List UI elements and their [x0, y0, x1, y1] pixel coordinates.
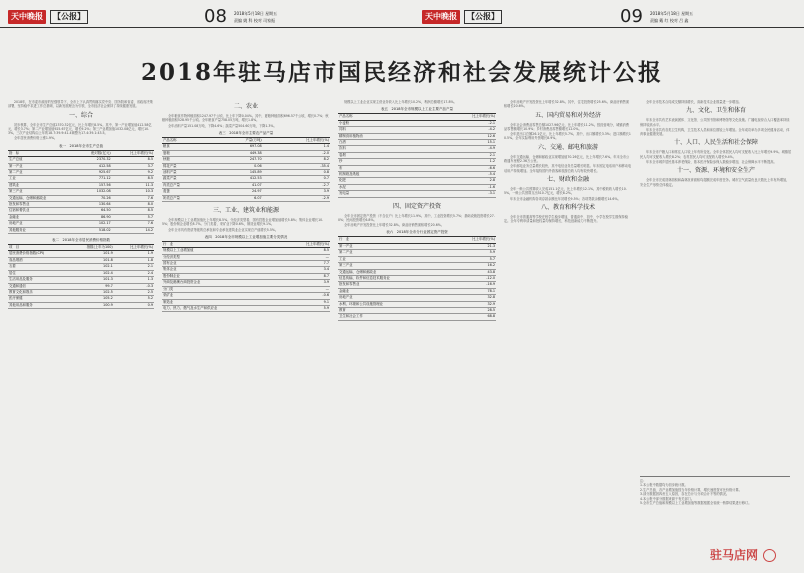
table-cell: 43.8 — [446, 269, 497, 275]
table-cell: 412.58 — [75, 163, 112, 169]
table-row — [8, 227, 154, 233]
section-heading: 七、财政和金融 — [546, 175, 589, 183]
table-cell: 86.90 — [75, 214, 112, 220]
table-cell: 发电量 — [338, 191, 418, 197]
body-paragraph: 年末全市共有各类卫生机构，卫生技术人员和床位数较上年增加。全年成功举办多项全民健身活动，体育事业健康发展。 — [640, 127, 790, 137]
table-header: 比上年增长(%) — [112, 150, 154, 156]
table-cell: -6.6 — [418, 165, 496, 171]
table-cell: 第一产业 — [338, 243, 446, 249]
table-cell: 集体企业 — [162, 267, 279, 273]
table-cell: 工业 — [8, 176, 75, 182]
table-cell: 28.5 — [446, 307, 497, 313]
table-cell: 157.56 — [75, 182, 112, 188]
table-cell: 32.8 — [446, 295, 497, 301]
table-cell: -2.9 — [263, 195, 330, 201]
table-cell: 采矿业 — [162, 293, 279, 299]
table-cell: 秋粮 — [162, 157, 213, 163]
body-paragraph: 全年规模以上工业增加值比上年增长8.5%。分经济类型看，国有控股企业增加值增长5.8%；集体企业增长10.5%；股份制企业增长8.7%。分门类看，采矿业下降0.6%，制造业增长9.1%。 — [162, 217, 324, 227]
table-row — [8, 302, 154, 308]
table-cell: 130.64 — [75, 202, 112, 208]
table-cell: 21.3 — [446, 243, 497, 249]
table-cell: 2.1 — [114, 264, 154, 270]
table-cell: 2.1 — [418, 152, 496, 158]
table-cell: 7.6 — [112, 195, 154, 201]
table-caption: 表四 2018年全市规模以上工业增加值主要分类情况 — [204, 234, 288, 239]
table-cell: 教育文化和娱乐 — [8, 289, 68, 295]
table-header: 项 目 — [8, 245, 68, 251]
body-paragraph: 年末全市户籍人口和常住人口较上年有所变化。全年全体居民人均可支配收入比上年增长9.9%。城镇居民人均可支配收入增长8.2%；农村居民人均可支配收入增长9.4%。 — [640, 150, 792, 159]
table-cell: — — [279, 286, 330, 292]
table-cell: 697.08 — [213, 144, 262, 150]
body-paragraph: 年末全市城乡居民基本养老保险、基本医疗保险参保人数稳步增加，社会保障水平不断提高。 — [646, 160, 777, 165]
table-cell: 分门类 — [162, 286, 279, 292]
issue-date: 2018年5月18日 星期五 — [650, 11, 694, 16]
body-paragraph: 全年全市固定资产投资（不含农户）比上年增长11.9%。其中，工业投资增长5.7%；基础设施投资增长27.0%；民间投资增长6.8%。 — [338, 213, 495, 222]
table-cell: 70.26 — [75, 195, 112, 201]
table-cell: 0.9 — [114, 302, 154, 308]
table-header: 行 业 — [338, 237, 446, 243]
table-cell: 24.97 — [213, 189, 262, 195]
body-paragraph: 年末全市金融机构各项存款余额比年初增长9.5%；各项贷款余额增长14.6%。 — [510, 196, 621, 201]
table-cell: 生活用品及服务 — [8, 277, 68, 283]
section-heading: 八、教育和科学技术 — [540, 203, 595, 211]
body-paragraph: 全年交通运输、仓储和邮政业实现增加值70.26亿元，比上年增长7.6%。年末全市公路通车里程2.36万公里。 — [504, 154, 630, 164]
table-cell: 5.9 — [446, 250, 497, 256]
table-cell: 8.5 — [112, 176, 154, 182]
table-cell: 105.2 — [68, 296, 114, 302]
table-cell: 3.9 — [263, 189, 330, 195]
table-cell: 2.8 — [418, 178, 496, 184]
table-cell: 化肥 — [338, 178, 418, 184]
body-paragraph: 全年房地产开发投资比上年增长32.8%。其中，住宅投资增长25.6%。商品房销售面积增长20.6%。 — [504, 100, 630, 109]
intro-paragraph: 2018年，在市委市政府的坚强领导下，全市上下认真贯彻落实党中央、国务院和省委、省政府决策部署，坚持稳中求进工作总基调，以新发展理念为引领，全市经济社会保持了持续健康发展。 — [8, 100, 153, 109]
table-row — [162, 305, 330, 311]
table-cell: 水利、环境和公共设施管理业 — [338, 301, 446, 307]
table-cell: 518.02 — [75, 227, 112, 233]
table-cell: 8.5 — [279, 248, 330, 254]
newspaper-logo: 天中晚报 — [422, 10, 460, 24]
table-cell: 禽蛋 — [162, 189, 213, 195]
table-cell: 99.7 — [68, 283, 114, 289]
page-header-left — [0, 8, 402, 28]
page-number: 09 — [620, 6, 643, 27]
table-cpi — [8, 244, 154, 309]
site-watermark: 驻马店网 — [710, 548, 759, 562]
body-paragraph: 全年居民消费价格上涨1.9%。 — [14, 136, 58, 141]
table-caption: 表一 2018年全市生产总值 — [59, 143, 103, 148]
section-label: 【公报】 — [50, 10, 88, 24]
table-cell: 1.8 — [114, 257, 154, 263]
table-caption: 表三 2018年全市主要农产品产量 — [218, 130, 274, 135]
table-cell: 8.5 — [112, 157, 154, 163]
table-cell: 9.1 — [279, 299, 330, 305]
table-cell: 第三产业 — [8, 189, 75, 195]
table-products — [338, 113, 496, 197]
table-industry — [162, 241, 330, 312]
table-header: 产品名称 — [162, 137, 213, 143]
table-header: 比上年增长(%) — [418, 114, 496, 120]
table-cell: -12.0 — [446, 275, 497, 281]
table-cell: 68.8 — [446, 314, 497, 320]
table-header: 行 业 — [162, 241, 279, 247]
table-row — [338, 191, 496, 197]
table-cell: -2.0 — [263, 150, 330, 156]
section-heading: 十、人口、人民生活和社会保障 — [673, 139, 758, 147]
table-cell: 16.2 — [446, 263, 497, 269]
table-header: 比上年增长(%) — [114, 245, 154, 251]
table-cell: 第三产业 — [338, 263, 446, 269]
table-cell: 房地产业 — [338, 295, 446, 301]
table-cell: 卷烟 — [338, 152, 418, 158]
note-item: 4.本公报中部分数据来源于有关部门。 — [640, 496, 695, 501]
page-header-right — [402, 8, 804, 28]
table-row — [162, 195, 330, 201]
table-cell: 批发和零售业 — [8, 202, 75, 208]
section-heading: 十一、资源、环境和安全生产 — [676, 167, 755, 175]
table-cell: 1.9 — [114, 251, 154, 257]
table-cell: 32.9 — [446, 301, 497, 307]
table-cell: 1.3 — [114, 277, 154, 283]
column-5 — [640, 100, 792, 470]
section-heading: 五、国内贸易和对外经济 — [534, 111, 601, 119]
table-cell: -1.6 — [418, 184, 496, 190]
body-paragraph: 全年全市技术合同成交额持续增长，高新技术企业数量进一步增加。 — [646, 100, 742, 104]
table-cell: -0.6 — [279, 293, 330, 299]
table-cell: 纱 — [338, 159, 418, 165]
table-cell: 5.7 — [112, 214, 154, 220]
table-cell: -3.1 — [418, 191, 496, 197]
table-cell: 食品烟酒 — [8, 257, 68, 263]
table-cell: 夏粮 — [162, 150, 213, 156]
table-cell: -5.4 — [418, 171, 496, 177]
table-agri — [162, 137, 330, 202]
table-caption: 表五 2018年全市规模以上工业主要产品产量 — [381, 107, 453, 112]
body-paragraph: 全年全市具有资质等级的总承包和专业承包建筑业企业实现总产值增长5.5%。 — [168, 227, 279, 232]
notes-label: 注： — [640, 479, 647, 483]
table-cell: 其他服务业 — [8, 227, 75, 233]
body-paragraph: 全年进出口总额26.1亿元，比上年增长5.7%。其中，出口额增长3.3%；进口额增长10.5%。全年实际利用外资增长8.9%。 — [504, 132, 631, 141]
body-paragraph: 年末全市共有艺术表演团体、文化馆、公共图书馆和博物馆等文化设施。广播电视综合人口覆盖率持续保持较高水平。 — [640, 118, 790, 127]
section-heading: 六、交通、邮电和旅游 — [537, 143, 598, 151]
body-paragraph: 全年房地产开发投资比上年增长32.8%。商品房销售面积增长20.6%。 — [344, 223, 444, 228]
table-row — [338, 314, 496, 320]
table-cell: 12.6 — [418, 133, 496, 139]
note-item: 1.本公报中数据均为初步统计数。 — [640, 483, 688, 488]
column-3 — [338, 100, 496, 540]
table-cell: 信息传输、软件和信息技术服务业 — [338, 275, 446, 281]
table-cell: 外商及港澳台商投资企业 — [162, 280, 279, 286]
table-cell: -2.7 — [263, 182, 330, 188]
page-number: 08 — [204, 6, 227, 27]
table-header: 产品名称 — [338, 114, 418, 120]
watermark-seal-icon — [763, 549, 776, 562]
table-cell: 8.2 — [263, 157, 330, 163]
table-cell: 102.1 — [68, 264, 114, 270]
table-cell: 5.7 — [446, 256, 497, 262]
section-heading: 九、文化、卫生和体育 — [685, 107, 746, 115]
table-cell: 奶类总产量 — [162, 195, 213, 201]
table-cell: 7.7 — [279, 261, 330, 267]
table-cell: 3.7 — [112, 163, 154, 169]
body-paragraph: 全年全市完成造林面积和森林抚育面积均超额完成年度任务。城市空气质量优良天数比上年有所增加，安全生产形势总体稳定。 — [640, 178, 790, 187]
table-cell: 412.53 — [213, 176, 262, 182]
table-header: 产量(万吨) — [213, 137, 262, 143]
table-investment — [338, 236, 496, 320]
table-cell: 10.3 — [112, 189, 154, 195]
table-cell: 交通运输、仓储和邮政业 — [8, 195, 75, 201]
table-cell: 102.17 — [75, 221, 112, 227]
table-cell: 第二产业 — [8, 170, 75, 176]
table-cell: 8.7 — [279, 273, 330, 279]
editor-credit: 责编 姚 科 校对 司家振 — [234, 18, 276, 23]
table-cell: 住宿和餐饮业 — [8, 208, 75, 214]
table-cell: 小麦粉 — [338, 120, 418, 126]
body-paragraph: 全年粮食作物种植面积1247.97千公顷，比上年下降0.04%。其中，夏粮种植面积696.57千公顷，增长0.7%；秋粮种植面积528.95千公顷。全年粮食产量758.05万吨，增长1.8%。 — [162, 114, 329, 123]
table-cell: 肉类总产量 — [162, 182, 213, 188]
table-cell: 2.5 — [114, 289, 154, 295]
table-cell: 0.06 — [213, 163, 262, 169]
table-cell: 3.9 — [279, 280, 330, 286]
table-cell: 机制纸及纸板 — [338, 171, 418, 177]
column-4 — [504, 100, 632, 540]
table-cell: 3.4 — [279, 267, 330, 273]
table-cell: 饲料 — [338, 127, 418, 133]
table-cell: 国有企业 — [162, 261, 279, 267]
table-cell: 油料产量 — [162, 169, 213, 175]
table-cell: 房地产业 — [8, 221, 75, 227]
table-cell: 电力、热力、燃气及水生产和供应业 — [162, 305, 279, 311]
table-cell: 0.8 — [263, 169, 330, 175]
table-cell: 生产总值 — [8, 157, 75, 163]
table-cell: 15.1 — [418, 139, 496, 145]
table-cell: 金融业 — [8, 214, 75, 220]
table-cell: 11.3 — [112, 182, 154, 188]
table-cell: 5.9 — [279, 305, 330, 311]
table-cell: 6.07 — [213, 195, 262, 201]
column-2 — [162, 100, 330, 540]
table-cell: 1032.08 — [75, 189, 112, 195]
bulletin-notes — [640, 476, 790, 505]
table-cell: 8.5 — [112, 208, 154, 214]
table-cell: 1.4 — [263, 144, 330, 150]
editor-credit: 责编 戴 红 校对 吕 鑫 — [650, 18, 689, 23]
table-cell: 白酒 — [338, 139, 418, 145]
table-cell: 医疗保健 — [8, 296, 68, 302]
table-caption: 表六 2018年全市分行业固定资产投资 — [386, 230, 448, 235]
table-cell: 5.2 — [114, 296, 154, 302]
table-cell: 2370.32 — [75, 157, 112, 163]
table-cell: 粮食 — [162, 144, 213, 150]
table-cell: 其他用品和服务 — [8, 302, 68, 308]
table-cell: 78.1 — [446, 288, 497, 294]
table-cell: 64.50 — [75, 208, 112, 214]
table-caption: 表二 2018年全市居民消费价格指数 — [52, 238, 110, 243]
body-paragraph: 全年全市普通高等学校在校学生稳步增加，普通高中、初中、小学在校学生数保持稳定。全年专利申请量和授权量均保持增长，科技创新能力不断提升。 — [504, 214, 628, 224]
table-cell: 925.67 — [75, 170, 112, 176]
table-header: 指 标 — [8, 150, 75, 156]
table-cell: 102.5 — [68, 289, 114, 295]
table-cell: 教育 — [338, 307, 446, 313]
table-cell: 9.2 — [112, 170, 154, 176]
issue-date: 2018年5月18日 星期五 — [234, 11, 278, 16]
table-cell: 批发和零售业 — [338, 282, 446, 288]
section-label: 【公报】 — [464, 10, 502, 24]
column-1 — [8, 100, 154, 540]
table-cell: 14.2 — [112, 227, 154, 233]
table-cell: 股份制企业 — [162, 273, 279, 279]
table-cell: 精制食用植物油 — [338, 133, 418, 139]
table-cell: 449.38 — [213, 150, 262, 156]
table-cell: 第一产业 — [8, 163, 75, 169]
table-cell: -16.9 — [446, 282, 497, 288]
table-cell: 蔬菜产量 — [162, 176, 213, 182]
table-cell: 7.6 — [112, 221, 154, 227]
body-paragraph: 全年邮电业务总量增长较快，其中电信业务总量增长明显。年末固定电话用户和移动电话用户持续增加。全年接待国内外游客和旅游总收入均有较快增长。 — [504, 164, 632, 173]
table-cell: 100.9 — [68, 302, 114, 308]
table-cell: 金融业 — [338, 288, 446, 294]
table-cell: 居住 — [8, 270, 68, 276]
note-item: 5.全市生产总值和规模以上工业增加值等数据根据全省统一核算结果进行修订。 — [640, 501, 752, 506]
body-paragraph: 全年一般公共预算收入完成151.1亿元，比上年增长12.1%。其中税收收入增长10.5%。一般公共预算支出510.7亿元，增长8.2%。 — [504, 186, 627, 196]
table-cell: 0.7 — [263, 176, 330, 182]
table-cell: 饮料 — [338, 146, 418, 152]
table-cell: 规模以上工业增加值 — [162, 248, 279, 254]
table-cell: 771.12 — [75, 176, 112, 182]
table-cell: 101.9 — [68, 251, 114, 257]
table-gdp — [8, 150, 154, 234]
table-cell: 8.0 — [112, 202, 154, 208]
body-paragraph: 规模以上工业企业实现主营业务收入比上年增长10.2%，利润总额增长17.8%。 — [344, 100, 457, 104]
body-paragraph: 初步核算，全年全市生产总值2370.32亿元，比上年增长8.5%。其中，第一产业增加值412.58亿元，增长3.7%；第二产业增加值925.67亿元，增长9.2%；第三产业增加值1032.08亿元，增长10.3%。三次产业结构由上年的18.7:39.9:41.4调整为17.4:39.1:43.5。 — [8, 122, 152, 136]
section-heading: 一、综合 — [68, 111, 93, 119]
table-cell: 建筑业 — [8, 182, 75, 188]
table-cell: 交通运输、仓储和邮政业 — [338, 269, 446, 275]
table-cell: — — [279, 254, 330, 260]
table-cell: -35.4 — [263, 163, 330, 169]
table-cell: 41.07 — [213, 182, 262, 188]
table-cell: 第二产业 — [338, 250, 446, 256]
newspaper-logo: 天中晚报 — [8, 10, 46, 24]
table-header: 指数(上年为100) — [68, 245, 114, 251]
table-header: 比上年增长(%) — [446, 237, 497, 243]
table-cell: 衣着 — [8, 264, 68, 270]
table-cell: 工业 — [338, 256, 446, 262]
table-cell: 交通和通信 — [8, 283, 68, 289]
table-cell: 247.70 — [213, 157, 262, 163]
table-cell: 卫生和社会工作 — [338, 314, 446, 320]
table-cell: 102.4 — [68, 270, 114, 276]
table-cell: 水泥 — [338, 184, 418, 190]
table-cell: 145.89 — [213, 169, 262, 175]
bulletin-title: 2018年驻马店市国民经济和社会发展统计公报 — [140, 59, 663, 86]
table-cell: 101.3 — [68, 277, 114, 283]
table-cell: 分经济类型 — [162, 254, 279, 260]
table-cell: -2.1 — [418, 120, 496, 126]
section-heading: 四、固定资产投资 — [392, 202, 441, 210]
table-cell: 居民消费价格指数(CPI) — [8, 251, 68, 257]
section-heading: 二、农业 — [233, 103, 258, 110]
table-cell: -4.9 — [418, 146, 496, 152]
table-cell: 制造业 — [162, 299, 279, 305]
table-header: 比上年增长(%) — [279, 241, 330, 247]
table-cell: 布 — [338, 165, 418, 171]
note-item: 3.部分数据因四舍五入原因，存在总计与分项合计不等的情况。 — [640, 492, 730, 497]
body-paragraph: 全年油料产量151.08万吨，下降4.6%；蔬菜产量504.60万吨，下降1.3%。 — [168, 123, 277, 128]
table-cell: 101.8 — [68, 257, 114, 263]
table-cell: 2.4 — [114, 270, 154, 276]
table-header: 比上年增长(%) — [263, 137, 330, 143]
table-cell: -0.3 — [114, 283, 154, 289]
note-item: 2.生产总值、各产业增加值按当年价格计算，增长速度按可比价格计算。 — [640, 487, 742, 492]
table-cell: 棉花产量 — [162, 163, 213, 169]
table-header: 绝对数(亿元) — [75, 150, 112, 156]
section-heading: 三、工业、建筑业和能源 — [212, 206, 279, 214]
table-cell: -4.2 — [418, 127, 496, 133]
body-paragraph: 全年社会消费品零售总额1027.96亿元，比上年增长11.2%。按经营地分，城镇消费品零售额增长10.9%；乡村消费品零售额增长12.0%。 — [504, 122, 629, 131]
table-cell: 1.2 — [418, 159, 496, 165]
